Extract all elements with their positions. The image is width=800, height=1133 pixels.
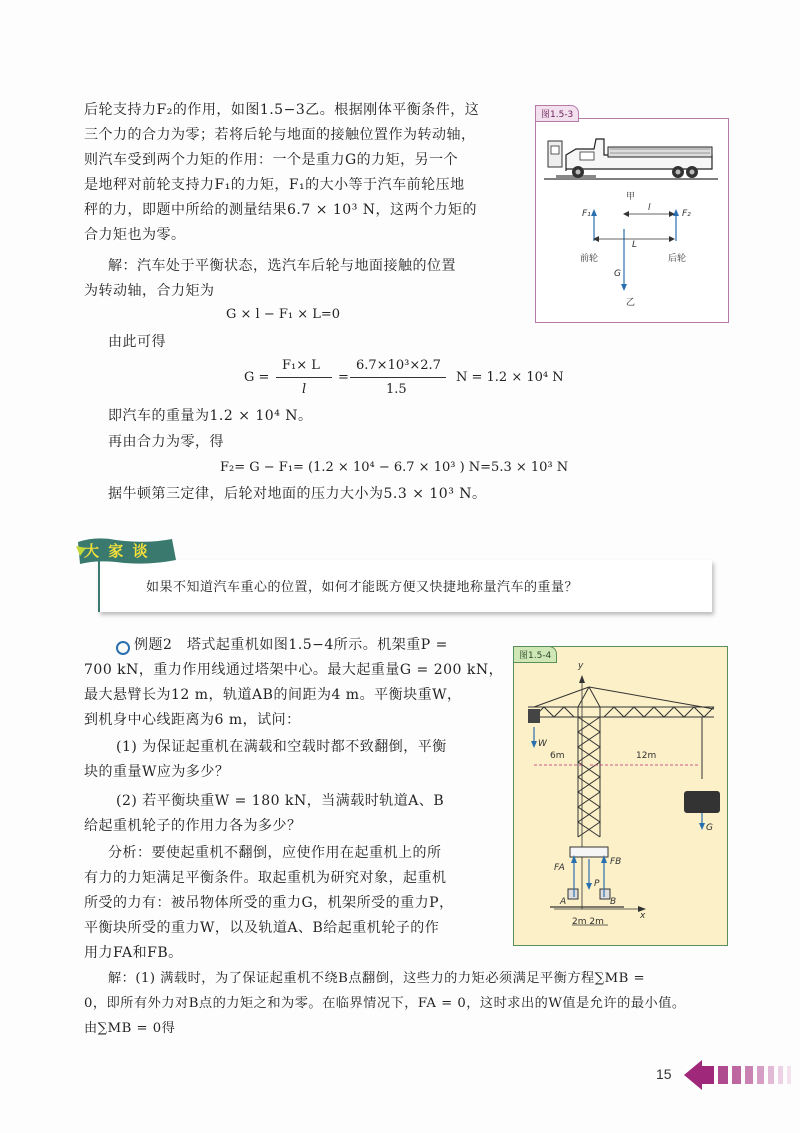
solution-intro-2	[84, 279, 504, 304]
text-line: 由∑MB = 0得	[84, 1021, 176, 1036]
text-line: 合力矩也为零。	[84, 227, 186, 243]
label-6m: 6m	[550, 751, 565, 761]
newton-line: 据牛顿第三定律，后轮对地面的压力大小为5.3 × 10³ N。	[108, 486, 487, 502]
label-f1: F₁	[582, 209, 591, 219]
therefore-text: 由此可得	[108, 334, 166, 350]
again-line: 再由合力为零，得	[108, 434, 224, 450]
fraction-bar-2	[350, 377, 446, 378]
equation-1: G × l − F₁ × L=0	[226, 307, 341, 322]
label-fb: FB	[610, 857, 622, 867]
discussion-box	[98, 560, 712, 612]
counterweight	[528, 709, 540, 723]
question-2	[84, 789, 504, 839]
page-arrow-decoration	[684, 1058, 800, 1092]
label-a: A	[560, 897, 567, 907]
text-line: 是地秤对前轮支持力F₁的力矩，F₁的大小等于汽车前轮压地	[84, 177, 465, 193]
text-line: 为转动轴，合力矩为	[84, 283, 215, 299]
text-line: 给起重机轮子的作用力各为多少？	[84, 818, 302, 834]
label-x: x	[640, 911, 646, 921]
question-1	[84, 735, 504, 785]
eq2-num1: F₁× L	[282, 358, 320, 373]
label-l: l	[648, 203, 651, 213]
text-line: 所受的力有：被吊物体所受的重力G，机架所受的重力P，	[84, 895, 454, 911]
example2-body	[84, 658, 504, 733]
eq2-num2: 6.7×10³×2.7	[356, 358, 441, 373]
text-line: 则汽车受到两个力矩的作用：一个是重力G的力矩，另一个	[84, 152, 459, 168]
text-line: (1) 为保证起重机在满载和空载时都不致翻倒，平衡	[116, 739, 447, 755]
text-line: 0，即所有外力对B点的力矩之和为零。在临界情况下，FA = 0，这时求出的W值是允许的最小值。	[84, 996, 686, 1011]
label-fa: FA	[554, 863, 565, 873]
text-line: 秤的力，即题中所给的测量结果6.7 × 10³ N，这两个力矩的	[84, 202, 478, 218]
label-L: L	[632, 240, 638, 250]
analysis	[84, 841, 504, 966]
discussion-tag: 大 家 谈	[84, 542, 150, 560]
paragraph-1	[84, 98, 524, 248]
truck-drawing	[566, 139, 712, 178]
eq2-rhs: N = 1.2 × 10⁴ N	[456, 370, 564, 385]
text-line: (2) 若平衡块重W = 180 kN，当满载时轨道A、B	[116, 793, 445, 809]
label-12m: 12m	[636, 751, 657, 761]
label-jia: 甲	[626, 192, 636, 202]
page-number: 15	[656, 1066, 672, 1082]
figure-1-5-4	[513, 646, 728, 946]
example-icon	[116, 641, 130, 655]
load	[684, 791, 720, 813]
text-line: 最大悬臂长为12 m，轨道AB的间距为4 m。平衡块重W，	[84, 687, 462, 703]
eq2-den1: l	[302, 382, 307, 397]
crane-diagram	[514, 647, 727, 945]
text-line: 后轮支持力F₂的作用，如图1.5−3乙。根据刚体平衡条件，这	[84, 102, 480, 118]
text-line: 平衡块所受的重力W，以及轨道A、B给起重机轮子的作	[84, 920, 440, 936]
label-g: G	[614, 269, 621, 279]
fraction-bar-1	[276, 377, 332, 378]
label-y: y	[578, 661, 584, 671]
text-line: 到机身中心线距离为6 m，试问：	[84, 712, 301, 728]
text-line: 三个力的合力为零；若将后轮与地面的接触位置作为转动轴，	[84, 127, 476, 143]
eq2-den2: 1.5	[386, 382, 407, 397]
text-line: 解：(1) 满载时，为了保证起重机不绕B点翻倒，这些力的力矩必须满足平衡方程∑MB =	[108, 971, 646, 986]
figure-1-5-3-graphic	[536, 119, 728, 322]
discussion-question: 如果不知道汽车重心的位置，如何才能既方便又快捷地称量汽车的重量？	[146, 580, 579, 595]
label-g: G	[706, 823, 713, 833]
label-w: W	[538, 739, 547, 749]
label-f2: F₂	[682, 209, 691, 219]
label-rear-wheel: 后轮	[668, 254, 687, 264]
solution-intro	[108, 254, 528, 279]
text-line: 块的重量W应为多少？	[84, 764, 230, 780]
text-line: 有力的力矩满足平衡条件。取起重机为研究对象，起重机	[84, 870, 447, 886]
equation-3: F₂= G − F₁= (1.2 × 10⁴ − 6.7 × 10³ ) N=5.3 × 10³ N	[220, 460, 569, 475]
figure-1-5-3	[535, 110, 729, 323]
label-yi: 乙	[626, 298, 636, 308]
label-p: P	[594, 879, 600, 889]
eq2-eqsign: =	[338, 370, 349, 385]
example2-line-1: 例题2 塔式起重机如图1.5−4所示。机架重P =	[134, 637, 448, 653]
text-line: 解：汽车处于平衡状态，选汽车后轮与地面接触的位置	[108, 258, 456, 274]
text-line: 分析：要使起重机不翻倒，应使作用在起重机上的所	[108, 845, 442, 861]
label-front-wheel: 前轮	[580, 254, 599, 264]
solution-paragraph	[84, 966, 724, 1041]
label-b: B	[610, 897, 617, 907]
weight-line: 即汽车的重量为1.2 × 10⁴ N。	[108, 408, 313, 424]
text-line: 用力FA和FB。	[84, 945, 183, 961]
text-line: 700 kN，重力作用线通过塔架中心。最大起重量G = 200 kN，	[84, 662, 504, 678]
figure-title: 图1.5-3	[535, 105, 579, 122]
figure-title: 图1.5-4	[513, 646, 557, 663]
label-track: 2m 2m	[572, 917, 604, 927]
eq2-lhs: G =	[244, 370, 270, 385]
